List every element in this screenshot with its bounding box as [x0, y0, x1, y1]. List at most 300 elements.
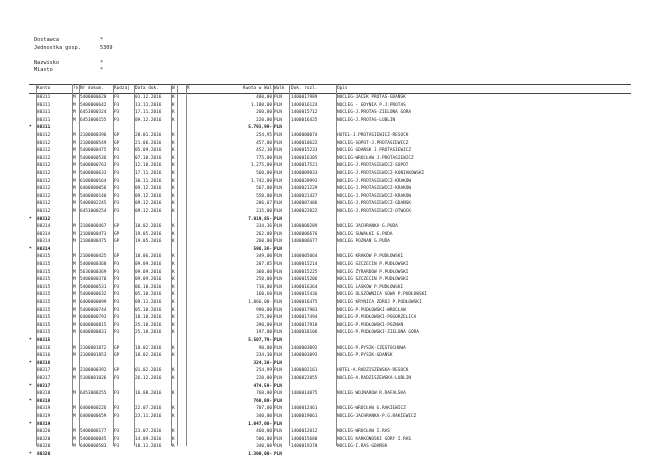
cell-rodzaj: P3: [114, 429, 120, 435]
col-header-x: ?n: [73, 86, 78, 91]
cell-dokc: 1400017494: [291, 315, 318, 321]
cell-data: 09.09.2016: [135, 269, 162, 275]
cell-kwota: 220,00: [256, 375, 272, 381]
cell-wal: PLN: [274, 201, 282, 207]
ledger-table: [29, 84, 631, 459]
cell-kwota: 775,00: [256, 155, 272, 161]
cell-x: M: [73, 345, 76, 351]
cell-dokc: 1400017989: [291, 95, 318, 100]
miasto-label: Miasto: [34, 67, 53, 73]
table-row: [29, 155, 631, 163]
cell-opis: NOCLEG LASKÓW P.PUDŁOWSKI: [337, 284, 404, 290]
table-row: [29, 200, 631, 208]
cell-x: M: [73, 315, 76, 321]
cell-dok: 6400000099: [80, 300, 107, 306]
cell-rodzaj: P3: [114, 95, 120, 100]
cell-dok: 6400000056: [80, 186, 107, 192]
table-row: [29, 269, 631, 277]
cell-wal: PLN: [274, 163, 282, 169]
cell-x: M: [73, 330, 76, 336]
cell-opis: HOTEL-J.PROTASIEWICZ-RESOCK: [337, 132, 409, 138]
cell-kwota: 1.300,00-: [248, 451, 272, 457]
cell-wal: PLN: [274, 117, 282, 123]
cell-konto: 80320: [37, 429, 51, 435]
cell-wal: PLN: [274, 148, 282, 154]
cell-konto: 80315: [37, 292, 51, 298]
cell-kwota: 254,95: [256, 132, 272, 138]
cell-rodzaj: P3: [114, 148, 120, 154]
cell-x: M: [73, 277, 76, 283]
cell-kwota: 1.275,00: [250, 163, 272, 169]
table-row: [29, 413, 631, 421]
cell-x: M: [73, 254, 76, 260]
col-header-k: W: [172, 86, 175, 91]
cell-rodzaj: GP: [114, 254, 120, 260]
cell-k: K: [172, 178, 175, 184]
cell-dokc: 1400019378: [291, 444, 318, 450]
table-row: [29, 436, 631, 444]
cell-dok: 2100000473: [80, 231, 107, 237]
cell-rodzaj: GP: [114, 140, 120, 146]
table-row: [29, 299, 631, 307]
cell-opis: NOCLEG-WROCŁAW J.PROTASIEWICZ: [337, 155, 414, 161]
cell-rodzaj: P3: [114, 163, 120, 169]
cell-opis: NOCLEG-I.RAŚ-GDAŃSK: [337, 444, 388, 450]
cell-k: K: [172, 262, 175, 268]
cell-k: K: [172, 436, 175, 442]
cell-kwota: 340,00: [256, 444, 272, 450]
cell-rodzaj: P3: [114, 307, 120, 313]
cell-rodzaj: GP: [114, 132, 120, 138]
cell-dokc: 1400022022: [291, 208, 318, 214]
cell-opis: NOCLEG-J.PROTASIEWICZ-GDAŃSK: [337, 201, 412, 207]
cell-data: 18.02.2016: [135, 345, 162, 351]
cell-dok: 6400000831: [80, 330, 107, 336]
cell-dok: 2100000549: [80, 140, 107, 146]
cell-k: K: [172, 330, 175, 336]
cell-kwota: 349,00: [256, 254, 272, 260]
cell-opis: NOCLEG-J.PROTASIEWICZ-KRAKÓW: [337, 186, 412, 192]
cell-data: 09.12.2016: [135, 201, 162, 207]
cell-x: M: [73, 284, 76, 290]
cell-opis: NOCLEG-P.PUDŁOWSKI-POZNAŃ: [337, 322, 404, 328]
cell-dok: 6100000164: [80, 178, 107, 184]
cell-x: M: [73, 224, 76, 230]
cell-rodzaj: GP: [114, 231, 120, 237]
cell-kwota: 206,67: [256, 201, 272, 207]
cell-dokc: 1400015206: [291, 277, 318, 283]
cell-rodzaj: P3: [114, 269, 120, 275]
cell-x: M: [73, 375, 76, 381]
cell-k: K: [172, 300, 175, 306]
cell-dok: 5400002245: [80, 201, 107, 207]
col-header-data: Data dok.: [135, 86, 159, 91]
table-row: [29, 291, 631, 299]
cell-konto: 80312: [37, 140, 51, 146]
cell-data: 14.09.2016: [135, 436, 162, 442]
nazwisko-label: Nazwisko: [34, 60, 59, 66]
cell-wal: PLN: [274, 338, 282, 343]
cell-wal: PLN: [274, 269, 282, 275]
cell-rodzaj: GP: [114, 224, 120, 230]
cell-data: 01.12.2016: [135, 95, 162, 100]
cell-dok: 5400000642: [80, 102, 107, 108]
cell-kwota: 567,00: [256, 186, 272, 192]
cell-kwota: 596,36-: [253, 246, 272, 252]
col-header-dok: Nr dokum.: [80, 86, 104, 91]
cell-k: K: [172, 155, 175, 161]
header-nazwisko: [34, 60, 103, 66]
cell-k: K: [172, 148, 175, 154]
cell-wal: PLN: [274, 155, 282, 161]
cell-opis: NOCLEG-J.PROTASIEWICZ-KRAKÓW: [337, 193, 412, 199]
cell-kwota: 1.047,00-: [248, 421, 272, 427]
cell-opis: NOCLEG-WROCŁAW G.RAKIEWICZ: [337, 406, 406, 412]
subtotal-row: [29, 360, 631, 368]
cell-konto: 80314: [37, 239, 51, 245]
cell-x: M: [73, 117, 76, 123]
cell-dok: 6453000155: [80, 117, 107, 123]
cell-dokc: 1400017918: [291, 322, 318, 328]
cell-dok: 5400000744: [80, 307, 107, 313]
cell-konto: 80311: [37, 95, 51, 100]
cell-rodzaj: P3: [114, 444, 120, 450]
cell-data: 19.05.2016: [135, 239, 162, 245]
cell-k: K: [172, 95, 175, 100]
cell-dokc: 1400002161: [291, 368, 318, 374]
cell-kwota: 197,00: [256, 330, 272, 336]
cell-kwota: 474,59-: [253, 383, 272, 389]
cell-opis: NOCLEG SZCZECIN P.PUDŁOWSKI: [337, 262, 409, 268]
cell-x: M: [73, 391, 76, 397]
cell-rodzaj: P3: [114, 201, 120, 207]
cell-wal: PLN: [274, 262, 282, 268]
cell-x: M: [73, 140, 76, 146]
cell-rodzaj: P3: [114, 155, 120, 161]
cell-k: K: [172, 132, 175, 138]
column-divider: [36, 84, 37, 446]
cell-konto: 80320: [37, 451, 51, 457]
cell-kwota: 460,00: [256, 429, 272, 435]
cell-konto: 80312: [37, 186, 51, 192]
cell-kwota: 262,00: [256, 231, 272, 237]
cell-x: M: [73, 368, 76, 374]
cell-opis: NOCLEG-J.PROTAS-ZIELONA GÓRA: [337, 110, 412, 116]
col-header-kwota: Kwota w Wal: [242, 86, 272, 91]
cell-opis: NOCLEG-P.PUDŁOWSKI-POGORZELICA: [337, 315, 417, 321]
cell-data: 17.11.2016: [135, 170, 162, 176]
cell-k: K: [172, 353, 175, 359]
cell-k: K: [172, 170, 175, 176]
cell-opis: NOCLEG-J.PROTAS-LUBLIN: [337, 117, 396, 123]
cell-kwota: 340,00: [256, 413, 272, 419]
cell-kwota: 260,00: [256, 239, 272, 245]
cell-kwota: 550,00: [256, 193, 272, 199]
cell-data: 10.02.2016: [135, 224, 162, 230]
cell-wal: PLN: [274, 330, 282, 336]
cell-data: 05.09.2016: [135, 148, 162, 154]
cell-opis: NOCLEG WOJNARÓW R.RAFALSKA: [337, 391, 406, 397]
cell-k: K: [172, 307, 175, 313]
cell-x: M: [73, 239, 76, 245]
cell-data: 05.10.2016: [135, 307, 162, 313]
cell-opis: NOCLEG POZNAŃ G.PUDA: [337, 239, 390, 245]
cell-opis: NOCLEG-P.PYSIK-CZĘSTOCHOWA: [337, 345, 406, 351]
subtotal-row: [29, 337, 631, 345]
cell-k: K: [172, 315, 175, 321]
cell-dok: 5400000633: [80, 170, 107, 176]
cell-opis: NOCLEG-JACEK PROTAS-GDAŃSK: [337, 95, 406, 100]
jednostka-label: Jednostka gosp.: [34, 45, 81, 51]
cell-wal: PLN: [274, 284, 282, 290]
cell-opis: NOCLEG KARKONOSKI GÓRY I.RAŚ: [337, 436, 412, 442]
cell-k: K: [172, 239, 175, 245]
cell-data: 13.11.2016: [135, 102, 162, 108]
table-row: [29, 147, 631, 155]
cell-opis: NOCLEG-J.PROTASIEWICZ-KONIAKOWSKI: [337, 170, 425, 176]
cell-data: 25.10.2016: [135, 322, 162, 328]
cell-konto: 80319: [37, 413, 51, 419]
cell-wal: PLN: [274, 102, 282, 108]
cell-dokc: 1400017521: [291, 163, 318, 169]
cell-dok: 5400000536: [80, 155, 107, 161]
cell-x: M: [73, 300, 76, 306]
cell-data: 28.01.2016: [135, 132, 162, 138]
cell-k: K: [172, 345, 175, 351]
cell-rodzaj: P3: [114, 117, 120, 123]
cell-dokc: 1400012461: [291, 406, 318, 412]
cell-dok: 5400000632: [80, 292, 107, 298]
table-row: [29, 102, 631, 110]
cell-dok: 6400000583: [80, 444, 107, 450]
cell-data: 12.10.2016: [135, 163, 162, 169]
cell-wal: PLN: [274, 132, 282, 138]
cell-x: M: [73, 163, 76, 169]
cell-dokc: 1400003092: [291, 345, 318, 351]
cell-k: K: [172, 224, 175, 230]
cell-kwota: 5.507,79-: [248, 338, 272, 343]
cell-wal: PLN: [274, 186, 282, 192]
cell-x: M: [73, 193, 76, 199]
cell-x: M: [73, 155, 76, 161]
cell-konto: 80315: [37, 338, 51, 343]
cell-kwota: 7.019,85-: [248, 216, 272, 222]
cell-k: K: [172, 208, 175, 214]
cell-wal: PLN: [274, 436, 282, 442]
cell-opis: NOCLEG SUWAŁKI G.PUDA: [337, 231, 393, 237]
cell-kwota: 254,99: [256, 368, 272, 374]
cell-kwota: 90,00: [258, 345, 272, 351]
cell-mark: *: [29, 451, 32, 457]
cell-data: 09.12.2016: [135, 193, 162, 199]
cell-mark: *: [29, 125, 32, 131]
cell-data: 19.05.2016: [135, 231, 162, 237]
cell-mark: *: [29, 383, 32, 389]
cell-dokc: 1400005064: [291, 254, 318, 260]
cell-k: K: [172, 110, 175, 116]
cell-rodzaj: P3: [114, 300, 120, 306]
cell-k: K: [172, 444, 175, 450]
cell-mark: *: [29, 421, 32, 427]
cell-x: M: [73, 322, 76, 328]
cell-wal: PLN: [274, 125, 282, 131]
cell-mark: *: [29, 338, 32, 343]
cell-rodzaj: P3: [114, 208, 120, 214]
cell-data: 09.12.2016: [135, 208, 162, 214]
cell-konto: 80318: [37, 398, 51, 404]
col-header-wal: Walk: [274, 86, 285, 91]
cell-x: M: [73, 413, 76, 419]
cell-dokc: 1400015225: [291, 269, 318, 275]
cell-wal: PLN: [274, 140, 282, 146]
column-divider: [79, 84, 80, 446]
cell-dokc: 1400012012: [291, 429, 318, 435]
table-row: [29, 208, 631, 216]
cell-konto: 80312: [37, 193, 51, 199]
table-row: [29, 405, 631, 413]
cell-k: K: [172, 406, 175, 412]
cell-k: K: [172, 102, 175, 108]
cell-dok: 5400000531: [80, 284, 107, 290]
table-row: [29, 193, 631, 201]
cell-x: M: [73, 231, 76, 237]
cell-kwota: 1.742,00: [250, 178, 272, 184]
subtotal-row: [29, 124, 631, 132]
cell-dokc: 1400016475: [291, 300, 318, 306]
column-divider: [72, 84, 73, 446]
cell-rodzaj: P3: [114, 170, 120, 176]
cell-wal: PLN: [274, 178, 282, 184]
cell-data: 26.12.2016: [135, 375, 162, 381]
cell-dok: 5400000620: [80, 95, 107, 100]
column-divider: [336, 84, 337, 446]
cell-rodzaj: P3: [114, 292, 120, 298]
cell-dokc: 1400006677: [291, 239, 318, 245]
table-row: [29, 132, 631, 140]
cell-konto: 80312: [37, 201, 51, 207]
cell-wal: PLN: [274, 406, 282, 412]
cell-kwota: 480,00: [256, 95, 272, 100]
cell-dok: 5636000369: [80, 269, 107, 275]
cell-wal: PLN: [274, 315, 282, 321]
col-header-m: R: [187, 86, 190, 91]
cell-wal: PLN: [274, 216, 282, 222]
cell-wal: PLN: [274, 391, 282, 397]
cell-x: M: [73, 201, 76, 207]
cell-kwota: 390,00: [256, 322, 272, 328]
nazwisko-value: *: [100, 60, 104, 66]
cell-konto: 80312: [37, 163, 51, 169]
cell-k: K: [172, 231, 175, 237]
cell-data: 06.10.2016: [135, 284, 162, 290]
cell-dokc: 1400007486: [291, 201, 318, 207]
table-row: [29, 117, 631, 125]
cell-data: 07.10.2016: [135, 155, 162, 161]
cell-opis: NOCLEG - GDYNIA P.J.PROTAS: [337, 102, 406, 108]
cell-x: M: [73, 406, 76, 412]
cell-opis: NOCLEG-J.PROTASIEWICZ-KRAKÓW: [337, 178, 412, 184]
table-body: [29, 94, 631, 459]
cell-x: M: [73, 186, 76, 192]
cell-dokc: 1400003093: [291, 353, 318, 359]
header-dostawca: [34, 37, 103, 43]
cell-x: M: [73, 429, 76, 435]
cell-konto: 80314: [37, 224, 51, 230]
miasto-value: *: [100, 67, 104, 73]
cell-mark: *: [29, 216, 32, 222]
dostawca-label: Dostawca: [34, 37, 59, 43]
cell-dok: 5400000140: [80, 193, 107, 199]
table-row: [29, 329, 631, 337]
column-divider: [186, 84, 187, 446]
table-row: [29, 223, 631, 231]
cell-kwota: 5.793,99-: [248, 125, 272, 131]
cell-data: 10.06.2016: [135, 254, 162, 260]
cell-opis: NOCLEG OLSZOWNICA SOWA P.PUDŁOWSKI: [337, 292, 427, 298]
cell-k: K: [172, 413, 175, 419]
cell-dokc: 1400016425: [291, 117, 318, 123]
cell-konto: 80315: [37, 269, 51, 275]
cell-kwota: 710,00: [256, 284, 272, 290]
cell-wal: PLN: [274, 246, 282, 252]
table-row: [29, 390, 631, 398]
cell-x: M: [73, 148, 76, 154]
cell-konto: 80317: [37, 375, 51, 381]
cell-dokc: 1400015680: [291, 436, 318, 442]
cell-data: 09.09.2016: [135, 277, 162, 283]
cell-k: K: [172, 292, 175, 298]
cell-data: 30.11.2016: [135, 178, 162, 184]
cell-wal: PLN: [274, 254, 282, 260]
cell-konto: 80315: [37, 322, 51, 328]
table-row: [29, 443, 631, 451]
cell-konto: 80320: [37, 436, 51, 442]
cell-rodzaj: P3: [114, 284, 120, 290]
dostawca-value: *: [100, 37, 104, 43]
cell-wal: PLN: [274, 170, 282, 176]
cell-konto: 80315: [37, 262, 51, 268]
cell-konto: 80311: [37, 110, 51, 116]
cell-kwota: 260,00: [256, 110, 272, 116]
cell-x: M: [73, 436, 76, 442]
cell-wal: PLN: [274, 383, 282, 389]
cell-konto: 80314: [37, 231, 51, 237]
cell-konto: 80315: [37, 307, 51, 313]
cell-rodzaj: P3: [114, 330, 120, 336]
cell-wal: PLN: [274, 322, 282, 328]
cell-konto: 80312: [37, 208, 51, 214]
table-row: [29, 261, 631, 269]
cell-wal: PLN: [274, 429, 282, 435]
cell-dokc: 1400017983: [291, 307, 318, 313]
cell-data: 01.02.2016: [135, 368, 162, 374]
cell-wal: PLN: [274, 398, 282, 404]
table-row: [29, 345, 631, 353]
cell-opis: HOTEL-A.RADZISZEWSKA-RESOCK: [337, 368, 409, 374]
cell-dokc: 1400021427: [291, 193, 318, 199]
table-row: [29, 322, 631, 330]
cell-kwota: 457,00: [256, 140, 272, 146]
cell-rodzaj: P3: [114, 277, 120, 283]
cell-rodzaj: P3: [114, 406, 120, 412]
cell-opis: NOCLEG KRAKÓW P.PUDŁOWSKI: [337, 254, 404, 260]
cell-dokc: 1400014075: [291, 391, 318, 397]
cell-dok: 5400000368: [80, 262, 107, 268]
subtotal-row: [29, 421, 631, 429]
cell-dokc: 1400010622: [291, 140, 318, 146]
cell-konto: 80312: [37, 148, 51, 154]
subtotal-row: [29, 451, 631, 459]
